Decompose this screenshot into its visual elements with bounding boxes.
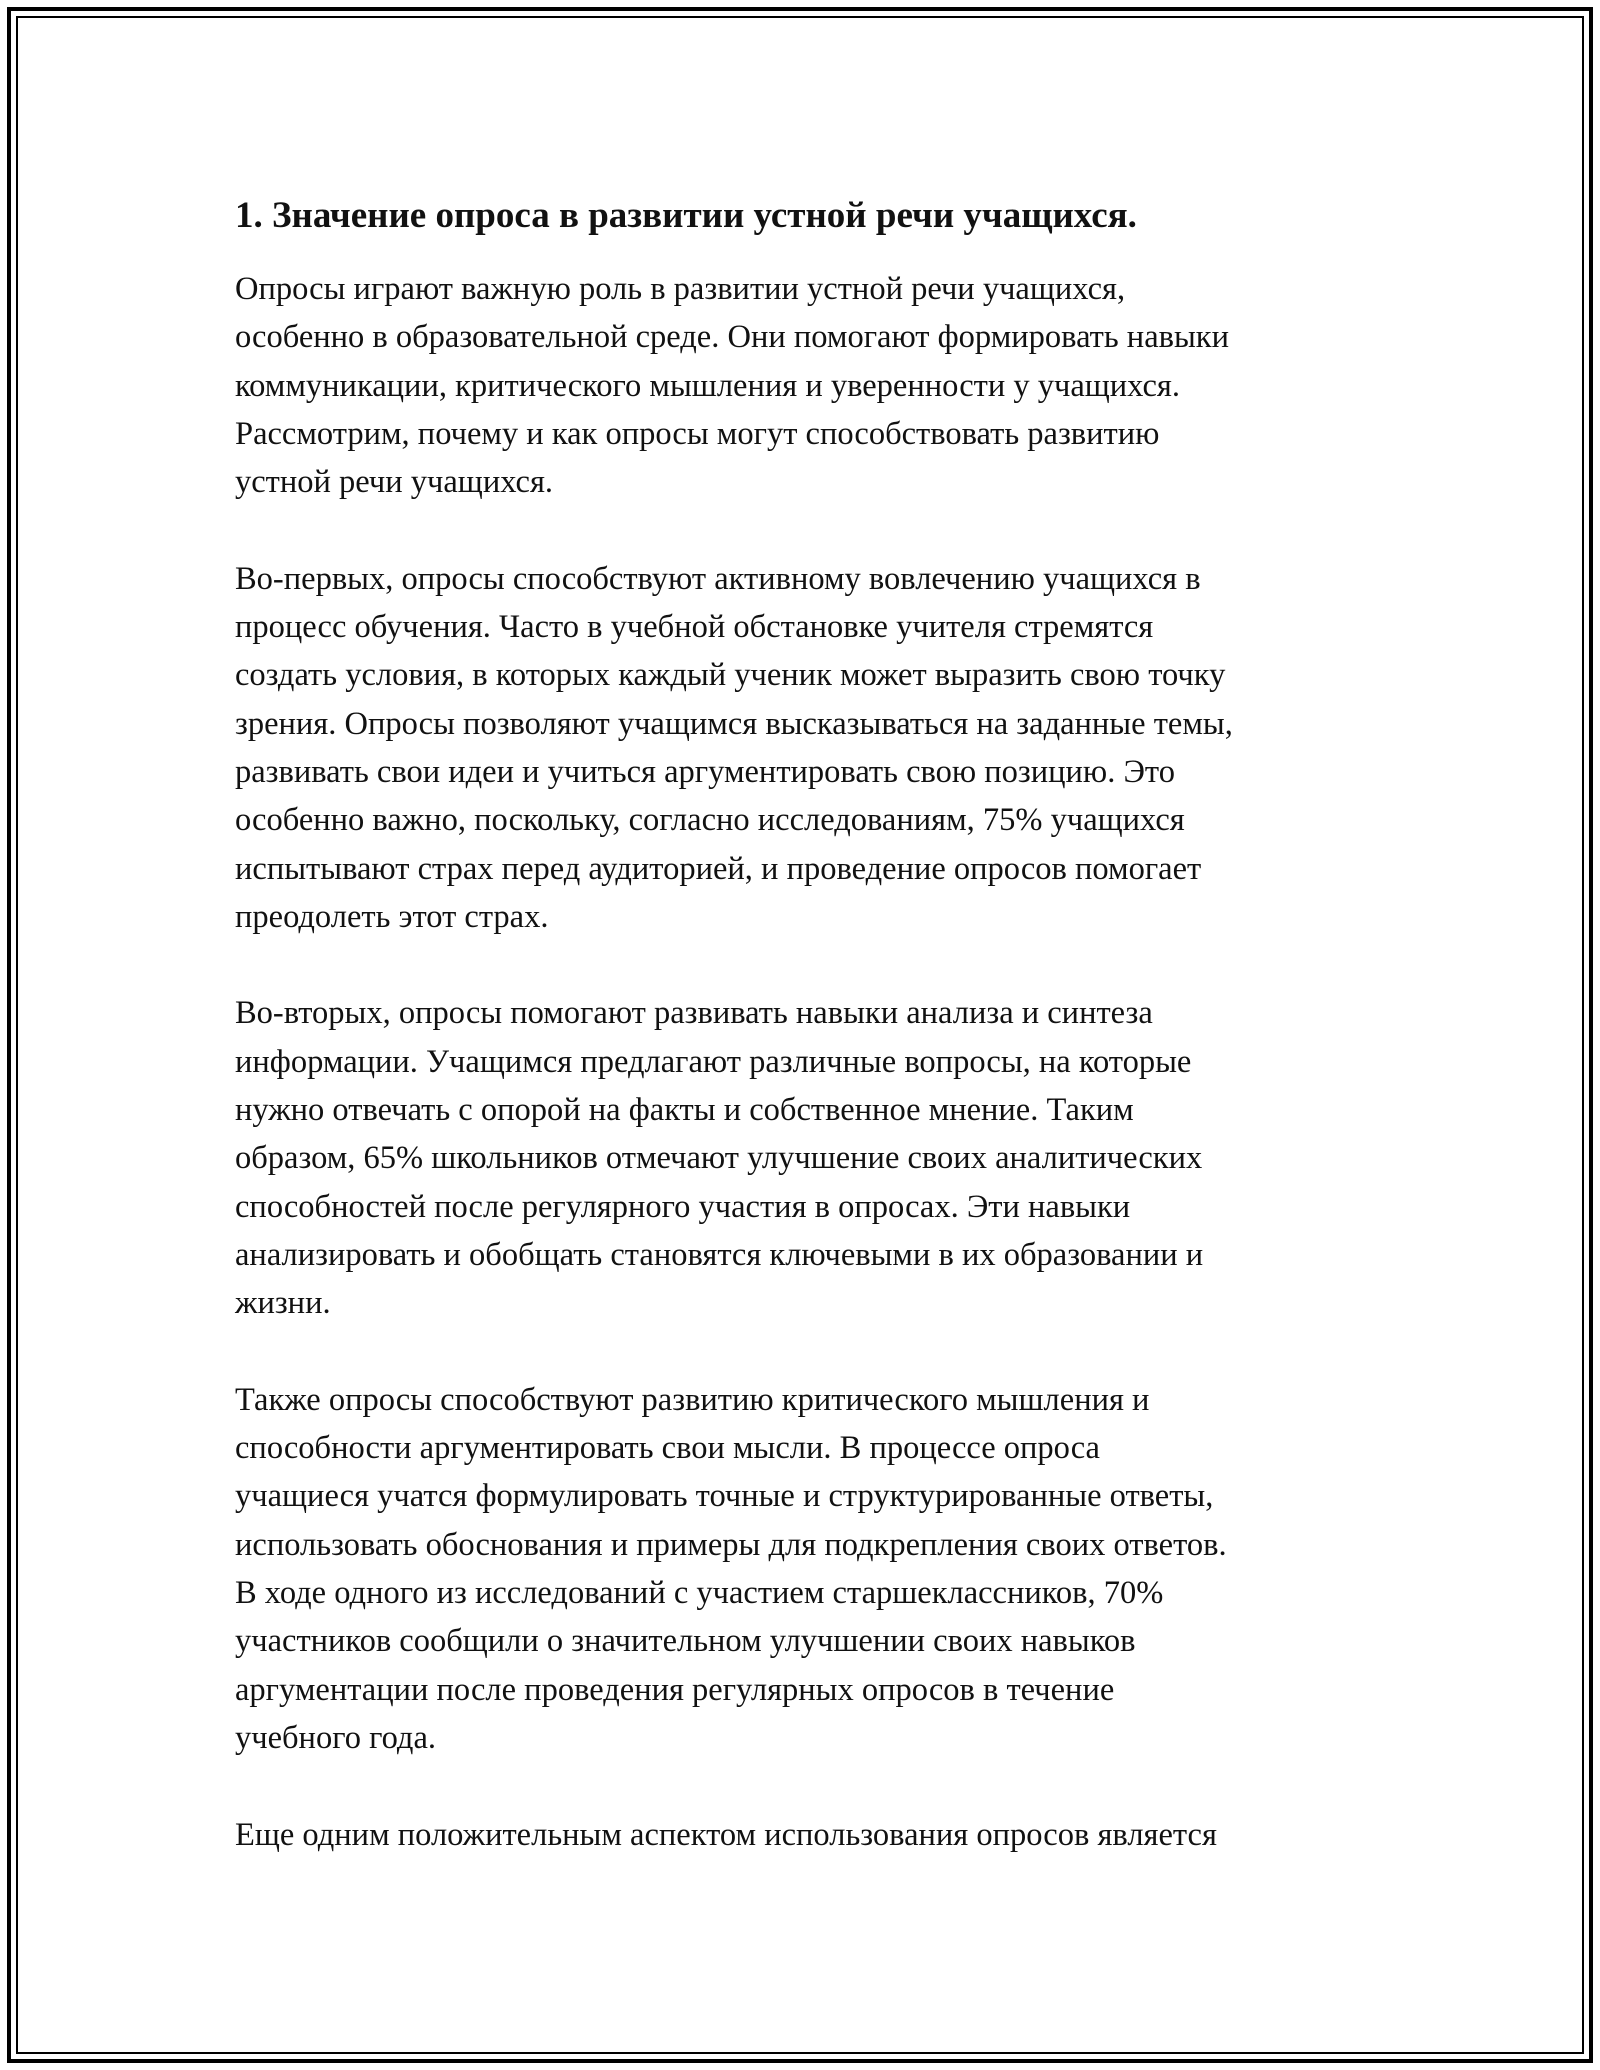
- paragraph-another-aspect: [235, 1811, 1365, 1859]
- text-line: жизни.: [235, 1285, 331, 1322]
- text-line: Еще одним положительным аспектом использования опросов является: [235, 1816, 1217, 1853]
- text-line: способностей после регулярного участия в опросах. Эти навыки: [235, 1188, 1131, 1225]
- text-line: Во-первых, опросы способствуют активному вовлечению учащихся в: [235, 560, 1201, 597]
- text-line: испытывают страх перед аудиторией, и проведение опросов помогает: [235, 850, 1202, 887]
- text-line: особенно важно, поскольку, согласно исследованиям, 75% учащихся: [235, 802, 1185, 839]
- text-line: Также опросы способствуют развитию критического мышления и: [235, 1381, 1150, 1418]
- text-line: особенно в образовательной среде. Они помогают формировать навыки: [235, 319, 1229, 356]
- text-line: Опросы играют важную роль в развитии устной речи учащихся,: [235, 271, 1126, 307]
- paragraph-intro: [235, 265, 1365, 506]
- text-line: учащиеся учатся формулировать точные и структурированные ответы,: [235, 1478, 1214, 1515]
- text-line: коммуникации, критического мышления и уверенности у учащихся.: [235, 367, 1180, 404]
- text-line: нужно отвечать с опорой на факты и собственное мнение. Таким: [235, 1092, 1134, 1129]
- text-line: учебного года.: [235, 1719, 437, 1756]
- paragraph-critical-thinking: [235, 1376, 1365, 1762]
- text-line: Во-вторых, опросы помогают развивать навыки анализа и синтеза: [235, 995, 1153, 1032]
- text-line: преодолеть этот страх.: [235, 898, 549, 935]
- text-line: использовать обоснования и примеры для подкрепления своих ответов.: [235, 1526, 1227, 1563]
- text-line: В ходе одного из исследований с участием старшеклассников, 70%: [235, 1575, 1164, 1612]
- text-line: Рассмотрим, почему и как опросы могут способствовать развитию: [235, 415, 1160, 452]
- text-line: устной речи учащихся.: [235, 464, 554, 501]
- document-body: [235, 188, 1365, 1907]
- text-line: создать условия, в которых каждый ученик может выразить свою точку: [235, 657, 1226, 694]
- paragraph-first-point: [235, 555, 1365, 941]
- text-line: информации. Учащимся предлагают различные вопросы, на которые: [235, 1043, 1192, 1080]
- paragraph-second-point: [235, 989, 1365, 1327]
- text-line: образом, 65% школьников отмечают улучшение своих аналитических: [235, 1140, 1203, 1177]
- text-line: анализировать и обобщать становятся ключевыми в их образовании и: [235, 1236, 1204, 1273]
- text-line: аргументации после проведения регулярных опросов в течение: [235, 1671, 1115, 1708]
- section-heading: 1. Значение опроса в развитии устной речи учащихся.: [235, 195, 1137, 236]
- text-line: зрения. Опросы позволяют учащимся высказываться на заданные темы,: [235, 705, 1233, 742]
- text-line: участников сообщили о значительном улучшении своих навыков: [235, 1623, 1136, 1660]
- text-line: способности аргументировать свои мысли. В процессе опроса: [235, 1430, 1100, 1467]
- text-line: развивать свои идеи и учиться аргументировать свою позицию. Это: [235, 753, 1175, 790]
- text-line: процесс обучения. Часто в учебной обстановке учителя стремятся: [235, 609, 1154, 646]
